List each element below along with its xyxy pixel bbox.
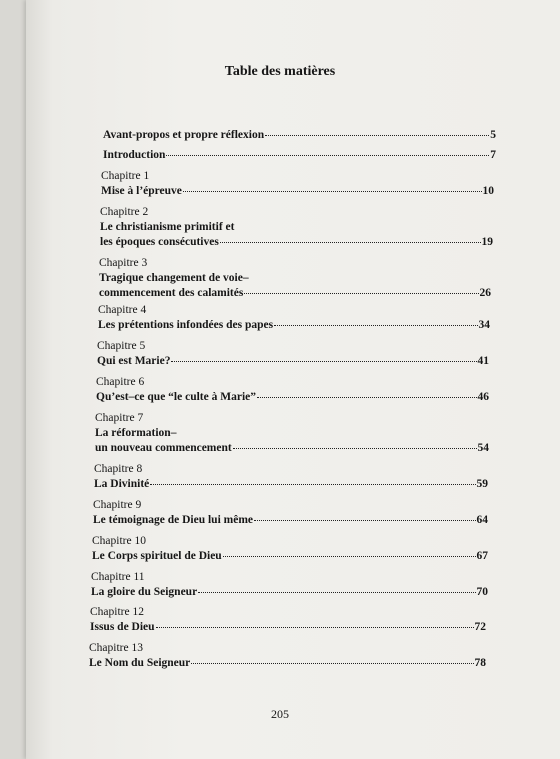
chapter-label: Chapitre 8 (94, 463, 143, 475)
dot-leader (198, 592, 475, 593)
toc-entry (95, 411, 489, 456)
chapter-title: Le christianisme primitif et (100, 221, 235, 233)
dot-leader (220, 242, 481, 243)
chapter-title: commencement des calamités (99, 287, 244, 299)
chapter-title: Avant-propos et propre réflexion (103, 129, 265, 141)
toc-entry (103, 148, 496, 163)
dot-leader (171, 361, 476, 362)
chapter-label: Chapitre 5 (97, 340, 146, 352)
chapter-title: La gloire du Seigneur (91, 586, 198, 598)
dot-leader (244, 293, 478, 294)
chapter-title-line (95, 441, 489, 456)
page-ref: 70 (476, 586, 488, 598)
chapter-label: Chapitre 10 (92, 535, 146, 547)
chapter-title-line (94, 477, 488, 492)
chapter-title-line (97, 354, 489, 369)
chapter-title-line (96, 390, 489, 405)
toc-entry (100, 205, 493, 250)
chapter-title: Qui est Marie? (97, 355, 171, 367)
page-ref: 5 (490, 129, 496, 141)
toc-entry (94, 462, 488, 492)
toc-entry (97, 339, 489, 369)
toc-entry (91, 570, 488, 600)
page-ref: 10 (482, 185, 494, 197)
dot-leader (191, 663, 473, 664)
dot-leader (265, 135, 489, 136)
chapter-title: Le Nom du Seigneur (89, 657, 191, 669)
chapter-label: Chapitre 13 (89, 642, 143, 654)
page-ref: 59 (476, 478, 488, 490)
chapter-title: La réformation– (95, 427, 177, 439)
chapter-title-line (93, 513, 488, 528)
chapter-title-line (89, 656, 486, 671)
chapter-title-line (103, 128, 496, 143)
chapter-label: Chapitre 3 (99, 257, 148, 269)
chapter-title-line (90, 620, 486, 635)
dot-leader (156, 627, 474, 628)
chapter-title: Qu’est–ce que “le culte à Marie” (96, 391, 256, 403)
chapter-title-line (103, 148, 496, 163)
chapter-title-line (92, 549, 488, 564)
toc-entry (98, 303, 490, 333)
dot-leader (257, 397, 477, 398)
chapter-title: La Divinité (94, 478, 150, 490)
toc-entry (96, 375, 489, 405)
dot-leader (274, 325, 477, 326)
chapter-title: Le Corps spirituel de Dieu (92, 550, 222, 562)
chapter-title-line (100, 235, 493, 250)
dot-leader (166, 155, 489, 156)
page-number: 205 (271, 707, 289, 721)
chapter-label: Chapitre 1 (101, 170, 150, 182)
chapter-label: Chapitre 7 (95, 412, 144, 424)
chapter-title-line (95, 426, 489, 441)
chapter-label: Chapitre 6 (96, 376, 145, 388)
dot-leader (223, 556, 476, 557)
chapter-title-line (100, 220, 493, 235)
toc-entry (89, 641, 486, 671)
chapter-title: Les prétentions infondées des papes (98, 319, 274, 331)
toc-entry (90, 605, 486, 635)
page-ref: 54 (477, 442, 489, 454)
page-ref: 72 (474, 621, 486, 633)
page-ref: 78 (474, 657, 486, 669)
toc-entry (92, 534, 488, 564)
page-ref: 64 (476, 514, 488, 526)
chapter-title-line (101, 184, 494, 199)
toc-entry (103, 128, 496, 143)
chapter-label: Chapitre 2 (100, 206, 149, 218)
page-ref: 26 (479, 287, 491, 299)
dot-leader (183, 191, 482, 192)
chapter-title: Introduction (103, 149, 166, 161)
toc-entry (101, 169, 494, 199)
toc-entry (99, 256, 491, 301)
chapter-label: Chapitre 4 (98, 304, 147, 316)
chapter-title: Le témoignage de Dieu lui même (93, 514, 254, 526)
dot-leader (254, 520, 475, 521)
page-ref: 19 (481, 236, 493, 248)
chapter-title-line (91, 585, 488, 600)
chapter-label: Chapitre 11 (91, 571, 145, 583)
chapter-label: Chapitre 12 (90, 606, 144, 618)
page-ref: 41 (477, 355, 489, 367)
chapter-title: Mise à l’épreuve (101, 185, 182, 197)
chapter-title-line (98, 318, 490, 333)
chapter-title: Issus de Dieu (90, 621, 155, 633)
dot-leader (150, 484, 475, 485)
toc-entry (93, 498, 488, 528)
page-ref: 67 (476, 550, 488, 562)
chapter-title-line (99, 271, 491, 286)
chapter-title: les époques consécutives (100, 236, 219, 248)
page-ref: 34 (478, 319, 490, 331)
chapter-label: Chapitre 9 (93, 499, 142, 511)
chapter-title: Tragique changement de voie– (99, 272, 249, 284)
page-ref: 7 (490, 149, 496, 161)
page-ref: 46 (477, 391, 489, 403)
chapter-title-line (99, 286, 491, 301)
dot-leader (233, 448, 477, 449)
chapter-title: un nouveau commencement (95, 442, 232, 454)
page-title: Table des matières (224, 64, 336, 79)
